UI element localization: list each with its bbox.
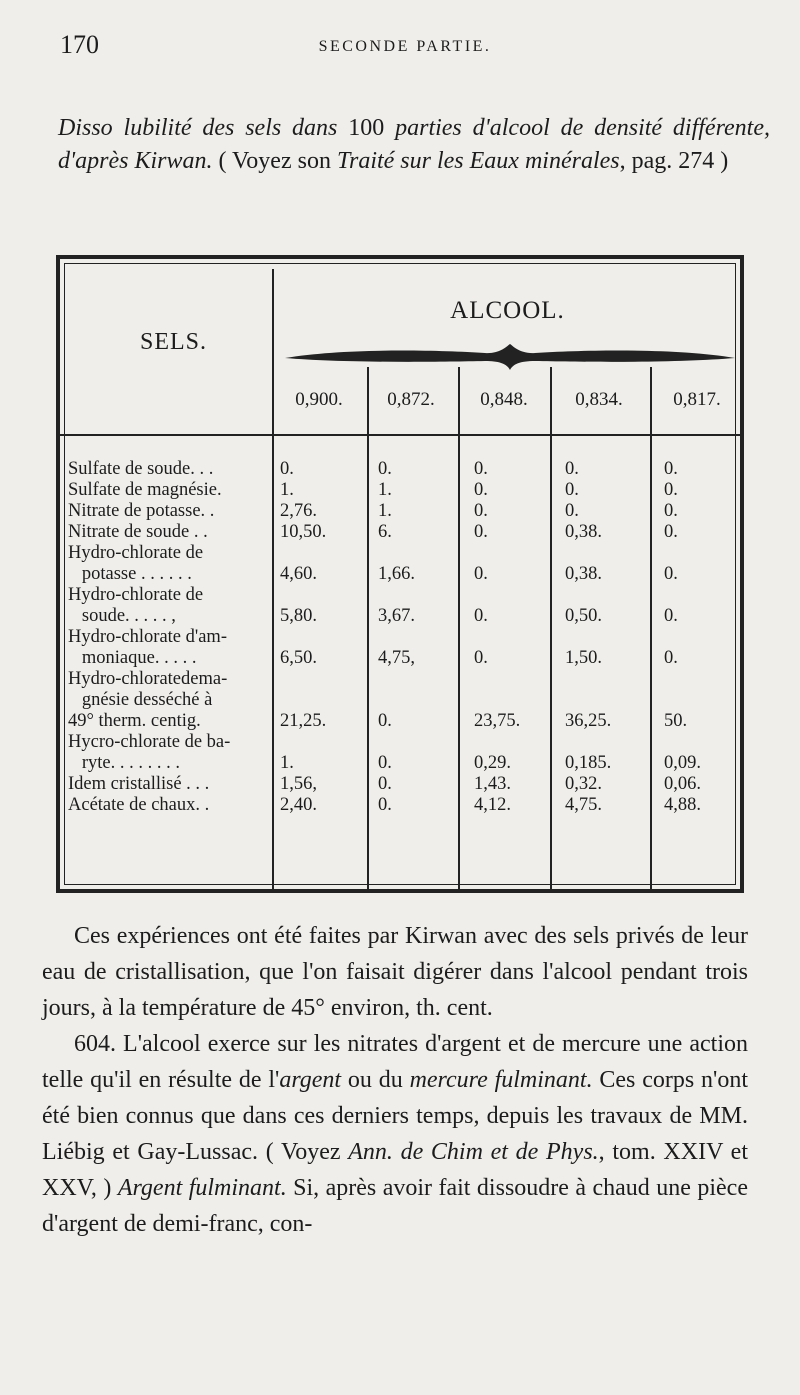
salt-line: 49° therm. centig. xyxy=(68,711,201,731)
running-head: SECONDE PARTIE. xyxy=(318,38,492,55)
paragraph-experiments: Ces expériences ont été faites par Kirwan avec des sels privés de leur eau de cristallisation, que l'on faisait digérer dans l'alcool pendant trois jours, à la température de 45° environ, th. cent. xyxy=(42,923,748,1021)
salt-line: Nitrate de potasse. . xyxy=(68,501,215,521)
salt-line: potasse . . . . . . xyxy=(68,564,192,584)
text-run: Ces corps n'ont été bien connus que dans ces derniers temps, depuis les travaux de MM. Liébig et Gay-Lussac. ( Voyez xyxy=(42,1067,749,1165)
caption-number: 100 xyxy=(348,115,385,141)
value-cell: 0. xyxy=(474,648,488,668)
value-cell: 0. xyxy=(565,501,579,521)
value-cell: 0. xyxy=(474,501,488,521)
salt-line: Idem cristallisé . . . xyxy=(68,774,210,794)
value-cell: 0. xyxy=(474,606,488,626)
value-cell: 0. xyxy=(664,564,678,584)
value-cell: 0. xyxy=(565,480,579,500)
salt-line: soude. . . . . , xyxy=(68,606,176,626)
salt-line: gnésie desséché à xyxy=(68,690,213,710)
value-cell: 1. xyxy=(378,501,392,521)
value-cell: 4,60. xyxy=(280,564,317,584)
value-cell: 0,06. xyxy=(664,774,701,794)
value-cell: 36,25. xyxy=(565,711,612,731)
density-header: 0,848. xyxy=(480,389,528,410)
value-cell: 4,75. xyxy=(565,795,602,815)
value-cell: 0,32. xyxy=(565,774,602,794)
text-run: 604. L'alcool exerce sur les nitrates d'argent et de mercure une action telle qu'il en résulte de l' xyxy=(42,1031,748,1093)
salt-line: Hycro-chlorate de ba- xyxy=(68,732,231,752)
caption-text-2: parties d'alcool de densité différente, d'après Kirwan. xyxy=(58,115,770,174)
salt-line: Sulfate de soude. . . xyxy=(68,459,214,479)
text-run-italic: Ann. de Chim et de Phys. xyxy=(348,1139,599,1165)
table-divider-col3 xyxy=(550,367,552,889)
caption-ref-title: Traité sur les Eaux minérales xyxy=(336,148,620,174)
value-cell: 0,09. xyxy=(664,753,701,773)
salt-names xyxy=(68,459,278,816)
value-cell: 21,25. xyxy=(280,711,327,731)
value-cell: 0. xyxy=(474,522,488,542)
value-cell: 6. xyxy=(378,522,392,542)
table-caption xyxy=(58,112,770,178)
density-header: 0,872. xyxy=(387,389,435,410)
value-cell: 4,75, xyxy=(378,648,415,668)
salt-line: Nitrate de soude . . xyxy=(68,522,208,542)
value-cell: 0. xyxy=(474,480,488,500)
salt-line: Hydro-chloratedema- xyxy=(68,669,228,689)
value-cell: 10,50. xyxy=(280,522,327,542)
text-run-italic: argent xyxy=(279,1067,342,1093)
text-run: Si, après avoir fait dissoudre à chaud une pièce d'argent de demi-franc, con- xyxy=(42,1175,748,1237)
text-run-italic: Argent fulminant. xyxy=(117,1175,287,1201)
salt-line: moniaque. . . . . xyxy=(68,648,197,668)
caption-ref-2: , pag. 274 ) xyxy=(619,148,729,174)
density-header: 0,834. xyxy=(575,389,623,410)
value-cell: 0. xyxy=(664,501,678,521)
value-cell: 0. xyxy=(664,606,678,626)
value-cell: 23,75. xyxy=(474,711,521,731)
page-number: 170 xyxy=(60,30,99,59)
value-cell: 0. xyxy=(378,459,392,479)
value-cell: 0,29. xyxy=(474,753,511,773)
page-header xyxy=(60,30,750,70)
value-cell: 1. xyxy=(378,480,392,500)
value-cell: 0. xyxy=(378,795,392,815)
solubility-table xyxy=(56,255,744,893)
salt-line: Hydro-chlorate d'am- xyxy=(68,627,227,647)
value-cell: 4,88. xyxy=(664,795,701,815)
value-cell: 0,38. xyxy=(565,564,602,584)
salt-line: Acétate de chaux. . xyxy=(68,795,210,815)
value-cell: 1,43. xyxy=(474,774,511,794)
value-cell: 0,185. xyxy=(565,753,612,773)
value-cell: 1. xyxy=(280,480,294,500)
text-run-italic: mercure fulminant. xyxy=(409,1067,593,1093)
paragraph-604 xyxy=(42,1026,748,1242)
salt-line: ryte. . . . . . . . xyxy=(68,753,181,773)
value-cell: 1. xyxy=(280,753,294,773)
value-cell: 0,50. xyxy=(565,606,602,626)
value-cell: 0. xyxy=(664,522,678,542)
value-cell: 6,50. xyxy=(280,648,317,668)
density-header: 0,900. xyxy=(295,389,343,410)
text-run: ou du xyxy=(341,1067,410,1093)
table-header-rule xyxy=(60,434,740,436)
value-cell: 1,66. xyxy=(378,564,415,584)
value-cell: 5,80. xyxy=(280,606,317,626)
value-cell: 3,67. xyxy=(378,606,415,626)
body-text xyxy=(42,918,748,1242)
value-cell: 0. xyxy=(378,711,392,731)
value-cell: 0. xyxy=(378,753,392,773)
value-cell: 0. xyxy=(664,480,678,500)
value-cell: 0. xyxy=(664,459,678,479)
salt-line: Sulfate de magnésie. xyxy=(68,480,222,500)
value-cell: 2,40. xyxy=(280,795,317,815)
value-cell: 1,50. xyxy=(565,648,602,668)
salt-line: Hydro-chlorate de xyxy=(68,543,204,563)
value-cell: 2,76. xyxy=(280,501,317,521)
value-cell: 0. xyxy=(664,648,678,668)
value-cell: 0. xyxy=(280,459,294,479)
caption-text-1: Disso lubilité des sels dans xyxy=(58,115,349,141)
table-divider-col1 xyxy=(367,367,369,889)
value-cell: 0. xyxy=(474,564,488,584)
table-divider-col2 xyxy=(458,367,460,889)
value-cell: 0. xyxy=(378,774,392,794)
salts-column-header: SELS. xyxy=(140,329,208,355)
value-cell: 1,56, xyxy=(280,774,317,794)
header-brace xyxy=(285,344,735,372)
value-cell: 4,12. xyxy=(474,795,511,815)
value-cell: 0. xyxy=(474,459,488,479)
density-header: 0,817. xyxy=(673,389,721,410)
salt-line: Hydro-chlorate de xyxy=(68,585,204,605)
table-divider-col4 xyxy=(650,367,652,889)
value-cell: 0. xyxy=(565,459,579,479)
value-cell: 50. xyxy=(664,711,688,731)
alcohol-column-header: ALCOOL. xyxy=(450,297,565,324)
caption-ref-1: ( Voyez son xyxy=(212,148,337,174)
value-cell: 0,38. xyxy=(565,522,602,542)
text-run: , tom. XXIV et XXV, ) xyxy=(42,1139,748,1201)
